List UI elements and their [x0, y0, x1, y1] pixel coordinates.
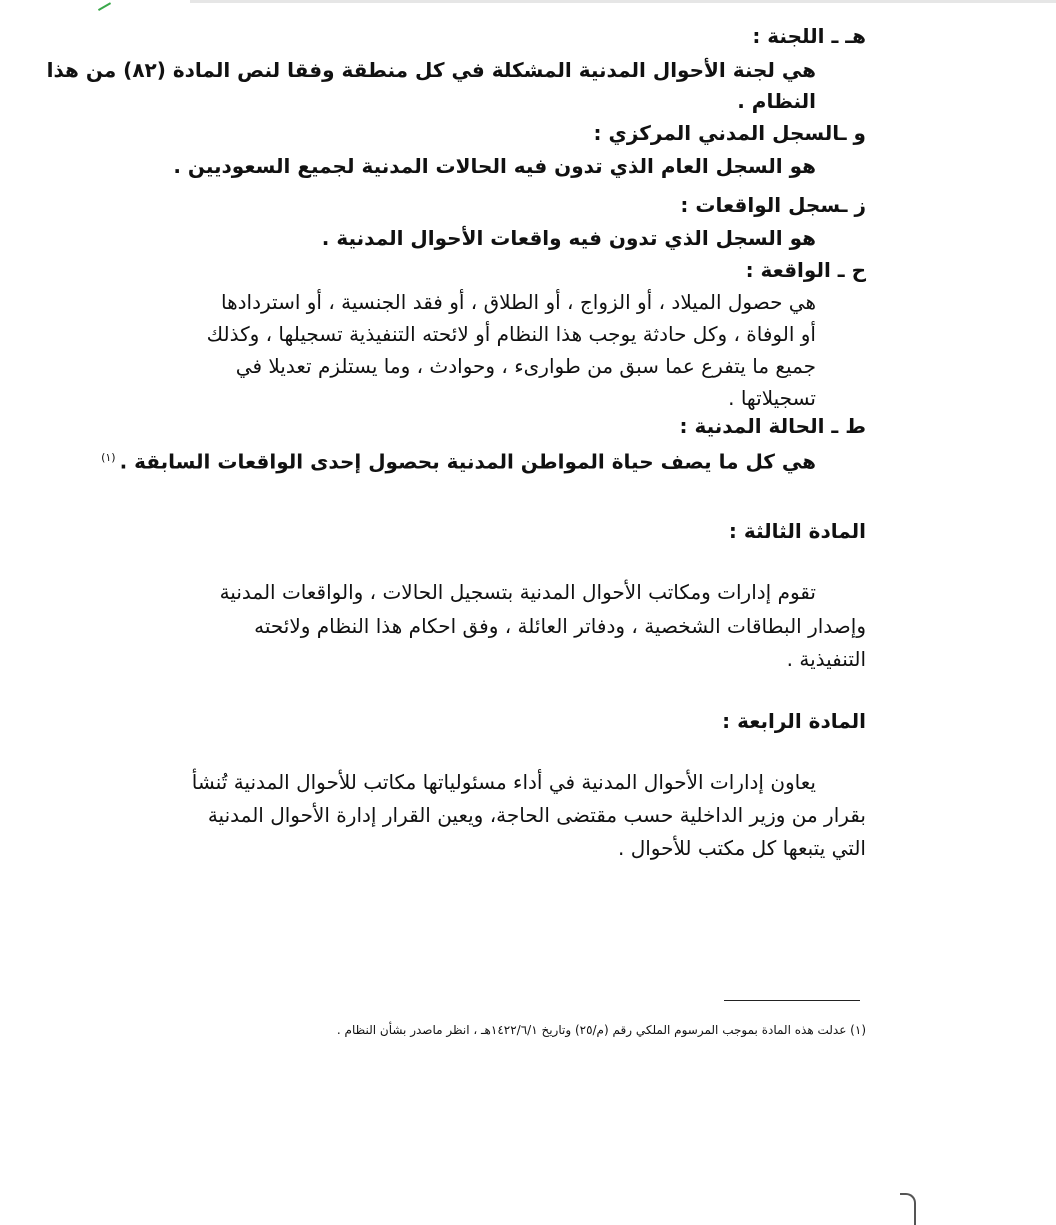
text-line: التي يتبعها كل مكتب للأحوال .	[617, 836, 866, 860]
text-line: هو السجل الذي تدون فيه واقعات الأحوال المدنية .	[321, 226, 816, 250]
footnote-ref: (١)	[101, 451, 116, 464]
text-line: أو الوفاة ، وكل حادثة يوجب هذا النظام أو لائحته التنفيذية تسجيلها ، وكذلك	[206, 322, 816, 346]
text-line: وإصدار البطاقات الشخصية ، ودفاتر العائلة ، وفق احكام هذا النظام ولائحته	[254, 614, 866, 638]
footnote-separator	[724, 1000, 860, 1001]
page-corner-bracket	[900, 1193, 916, 1225]
article-four-heading: المادة الرابعة :	[722, 709, 866, 733]
heading-events-registry: ز ـسجل الواقعات :	[680, 193, 866, 217]
text-line: جميع ما يتفرع عما سبق من طوارىء ، وحوادث ، وما يستلزم تعديلا في	[235, 354, 816, 378]
heading-event: ح ـ الواقعة :	[745, 258, 866, 282]
article-three-heading: المادة الثالثة :	[728, 519, 866, 543]
text-line: يعاون إدارات الأحوال المدنية في أداء مسئولياتها مكاتب للأحوال المدنية تُنشأ	[191, 770, 816, 794]
heading-committee: هـ ـ اللجنة :	[752, 24, 866, 48]
footnote: (١) عدلت هذه المادة بموجب المرسوم الملكي رقم (م/٢٥) وتاريخ ١٤٢٢/٦/١هـ ، انظر ماصدر بشأن النظام .	[336, 1023, 866, 1037]
heading-civil-status: ط ـ الحالة المدنية :	[679, 414, 866, 438]
text-line: النظام .	[737, 89, 816, 113]
text-line: هي لجنة الأحوال المدنية المشكلة في كل منطقة وفقا لنص المادة (٨٢) من هذا	[46, 58, 816, 82]
text-line: هي حصول الميلاد ، أو الزواج ، أو الطلاق ، أو فقد الجنسية ، أو استردادها	[221, 290, 816, 314]
text-line: هو السجل العام الذي تدون فيه الحالات المدنية لجميع السعوديين .	[173, 154, 816, 178]
text-line: التنفيذية .	[786, 647, 866, 671]
text-line: تسجيلاتها .	[728, 386, 816, 410]
text-line: بقرار من وزير الداخلية حسب مقتضى الحاجة، ويعين القرار إدارة الأحوال المدنية	[207, 803, 866, 827]
heading-central-registry: و ـالسجل المدني المركزي :	[593, 121, 866, 145]
text-line: تقوم إدارات ومكاتب الأحوال المدنية بتسجيل الحالات ، والواقعات المدنية	[219, 580, 816, 604]
text-line	[101, 444, 816, 476]
text-line-body: هي كل ما يصف حياة المواطن المدنية بحصول إحدى الواقعات السابقة .	[119, 449, 816, 474]
